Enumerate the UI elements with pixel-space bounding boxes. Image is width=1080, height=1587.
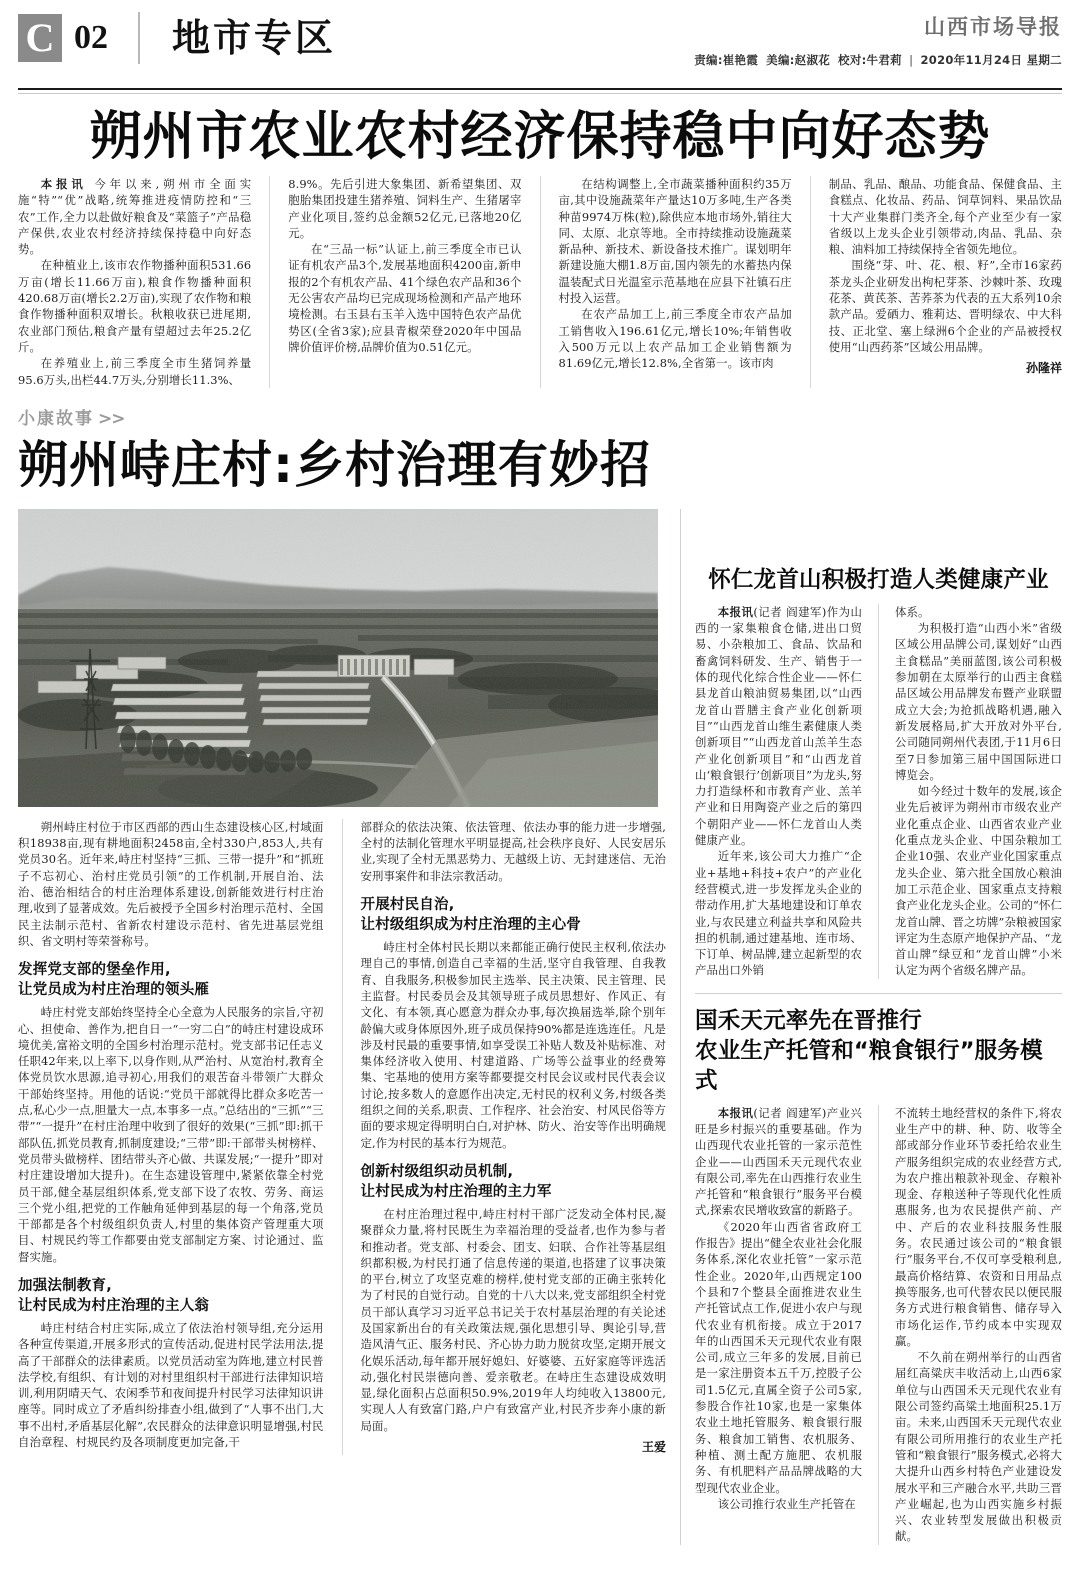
kicker-label: 小康故事 <box>18 408 94 429</box>
paragraph: 在农产品加工上,前三季度全市农产品加工销售收入196.61亿元,增长10%;年销售收入500万元以上农产品加工企业销售额为81.69亿元,增长12.8%,全省第一。该市肉 <box>558 307 792 371</box>
article2-columns <box>18 819 666 1455</box>
article3-headline: 怀仁龙首山积极打造人类健康产业 <box>708 566 1049 593</box>
section-name: 地市专区 <box>172 16 337 60</box>
subhead-line-2: 让村民成为村庄治理的主力军 <box>360 1183 552 1200</box>
article3-col-2 <box>878 604 1062 979</box>
subhead-line-1: 发挥党支部的堡垒作用, <box>18 962 171 979</box>
paragraph: 峙庄村党支部始终坚持全心全意为人民服务的宗旨,守初心、担使命、善作为,把自日一“一穷二白”的峙庄村建设成环境优美,富裕文明的全国乡村治理示范村。党支部书记任志义任职42年来,以上率下,以身作则,从严治村、从宽治村,教育全体党员饮水思源,追寻初心,用我们的艰苦奋斗带领广大群众干部始终坚持。用他的话说:“党员干部就得比群众多吃苦一点,私心少一点,胆量大一点,本事多一点。”总结出的“三抓”“三带”“一提升”在村庄治理中收到了很好的效果(“三抓”即:抓干部队伍,抓党员教育,抓制度建设;“三带”即:干部带头树榜样、党员带头做榜样、团结带头齐心做、共谋发展;“一提升”即对村庄建设增加大提升)。在生态建设管理中,紧紧依靠全村党员干部,健全基层组织体系,党支部下设了农牧、劳务、商运三个党小组,把党的工作触角延伸到基层的每一个角落,党员干部都是各个村级组织负责人,村里的集体资产管理重大项目、村规民约等工作都要由党支部制定方案、讨论通过、监督实施。 <box>18 1005 324 1264</box>
article2-col-2 <box>342 819 667 1455</box>
credits-line <box>694 52 1062 68</box>
paragraph: 体系。 <box>895 604 930 619</box>
paragraph: 为积极打造“山西小米”省级区域公用品牌公司,谋划好“山西主食糕品”美丽蓝图,该公司积极参加朝在太原举行的山西主食糕品区域公用品牌发布暨产业联盟成立大会;为抢抓战略机遇,融入新发展格局,扩大开放对外平台,公司随同朔州代表团,于11月6日至7日参加第三届中国国际进口博览会。 <box>895 621 1062 782</box>
paragraph: 该公司推行农业生产托管在 <box>717 1496 856 1511</box>
article2-subhead-2 <box>18 1276 324 1316</box>
article4-columns <box>695 1105 1062 1545</box>
subhead-line-2: 让村级组织成为村庄治理的主心骨 <box>360 917 581 934</box>
paragraph: 峙庄村全体村民长期以来都能正确行使民主权利,依法办理自己的事情,创造自己幸福的生活,坚守自我管理、自我教育、自我服务,积极参加民主选举、民主决策、民主管理、民主监督。村民委员会及其领导班子成员思想好、作风正、有文化、有本领,真心愿意为群众办事,每次换届选举,除个别年龄偏大或身体原因外,班子成员保持90%都是连选连任。凡是涉及村民最的重要事情,如享受误工补贴人数及补贴标准、对集体经济收入使用、村建道路、广场等公益事业的经费筹集、宅基地的使用方案等都要提交村民会议或村民代表会议讨论,按多数人的意愿作出决定,无村民的权利义务,村级各类组织之间的关系,职责、工作程序、社会治安、村风民俗等方面的要求规定得明明白白,对护林、防火、治安等作出明确规定,作为村民的基本行为规范。 <box>360 940 666 1150</box>
article2-col-1 <box>18 819 324 1455</box>
paragraph-text: (记者 阎建军)产业兴旺是乡村振兴的重要基础。作为山西现代农业托管的一家示范性企业——山西国禾天元现代农业有限公司,率先在山西推行农业生产托管和“粮食银行”服务平台模式,探索农民增收致富的新路子。 <box>695 1105 862 1218</box>
column-divider <box>680 509 681 1545</box>
lead-in-label: 本报讯 <box>717 604 754 619</box>
article1-byline: 孙隆祥 <box>1025 361 1062 376</box>
article4-headline-line-1: 国禾天元率先在晋推行 <box>695 1007 923 1034</box>
article2-subhead-3 <box>361 895 667 935</box>
subhead-line-1: 加强法制教育, <box>18 1277 112 1294</box>
paragraph: 如今经过十数年的发展,该企业先后被评为朔州市市级农业产业化重点企业、山西省农业产业化重点龙头企业、中国杂粮加工企业10强、农业产业化国家重点龙头企业、第六批全国放心粮油加工示范企业、国家重点支持粮食产业化龙头企业。公司的“怀仁龙首山牌、晋之坊牌”杂粮被国家评定为生态原产地保护产品、“龙首山牌”绿豆和“龙首山牌”小米认定为两个省级名牌产品。 <box>895 784 1062 978</box>
subhead-line-1: 创新村级组织动员机制, <box>360 1163 514 1180</box>
lead-in-label: 本报讯 <box>717 1105 754 1120</box>
masthead <box>18 0 1062 84</box>
village-aerial-photo-graphic <box>18 509 658 807</box>
article4-headline <box>695 1006 1062 1096</box>
paragraph: 峙庄村结合村庄实际,成立了依法治村领导组,充分运用各种宣传渠道,开展多形式的宣传活动,促进村民学法用法,提高了干部群众的法律素质。以党员活动室为阵地,建立村民普法学校,有组织、有计划的对村里组织村干部进行法律知识培训,利用阴晴天气、农闲季节和夜间提升村民学习法律知识讲座等。同时成立了矛盾纠纷排查小组,做到了“人事不出门,大事不出村,矛盾基层化解”,农民群众的法律意识明显增强,村民自治章程、村规民约及各项制度更加完备,干 <box>18 1320 324 1450</box>
article3-columns <box>695 604 1062 979</box>
paragraph: 在结构调整上,全市蔬菜播种面积约35万亩,其中设施蔬菜年产量达10万多吨,生产各类种苗9974万株(粒),除供应本地市场外,销往大同、太原、北京等地。全市持续推动设施蔬菜新品种、新技术、新设备技术推广。谋划明年新建设施大棚1.8万亩,国内领先的水蓄热内保温装配式日光温室示范基地在应县下社镇石庄村投入运营。 <box>558 177 792 306</box>
masthead-right <box>694 12 1062 68</box>
section-kicker <box>18 404 1062 429</box>
article3-col-1 <box>695 604 862 979</box>
paragraph <box>695 604 862 848</box>
paragraph: 部群众的依法决策、依法管理、依法办事的能力进一步增强,全村的法制化管理水平明显提高,社会秩序良好、人民安居乐业,实现了全村无黑恶势力、无越级上访、无封建迷信、无治安刑事案件和非法宗教活动。 <box>360 819 666 883</box>
paragraph: 《2020年山西省省政府工作报告》提出“健全农业社会化服务体系,深化农业托管”一家示范性企业。2020年,山西规定100个县和7个整县全面推进农业生产托管试点工作,促进小农户与现代农业有机衔接。成立于2017年的山西国禾天元现代农业有限公司,成立三年多的发展,目前已是一家注册资本五千万,控股子公司1.5亿元,直属全资子公司5家,参股合作社10家,也是一家集体农业土地托管服务、粮食银行服务、粮食加工销售、农机服务、种植、测土配方施肥、农机服务、有机肥料产品品牌战略的大型现代农业企业。 <box>695 1219 862 1495</box>
article-separator-rule <box>695 993 1062 994</box>
right-top-spacer <box>695 509 1062 565</box>
paragraph: 在种植业上,该市农作物播种面积531.66万亩(增长11.66万亩),粮食作物播种面积420.68万亩(增长2.2万亩),实现了农作物和粮食作物播种面积双增长。秋粮收获已进尾期,农业部门预估,粮食产量有望超过去年25.2亿斤。 <box>18 258 252 354</box>
lower-section <box>18 509 1062 1545</box>
paragraph: 围绕“芽、叶、花、根、籽”,全市16家药茶龙头企业研发出枸杞芽茶、沙棘叶茶、玫瑰花茶、黄芪茶、苦荞茶为代表的五大系列10余款产品。爱硒力、雅莉达、晋明绿农、中大科技、正北堂、塞上绿洲6个企业的产品被授权使用“山西药茶”区域公用品牌。 <box>828 258 1062 354</box>
credit-designer: 美编:赵淑花 <box>766 53 831 67</box>
article2-body <box>18 509 666 1545</box>
paragraph: 在养殖业上,前三季度全市生猪饲养量95.6万头,出栏44.7万头,分别增长11.3%、 <box>18 356 252 387</box>
right-column-section <box>695 509 1062 1545</box>
paragraph: 在村庄治理过程中,峙庄村村干部广泛发动全体村民,凝聚群众力量,将村民既生为幸福治理的受益者,也作为参与者和推动者。党支部、村委会、团支、妇联、合作社等基层组织都积极,为村民打通了信息传递的渠道,也搭建了议事决策的平台,树立了攻坚克难的榜样,使村党支部的正确主张转化为了村民的自觉行动。自党的十八大以来,党支部组织全村党员干部认真学习习近平总书记关于农村基层治理的有关论述及国家新出台的有关政策法规,强化思想引导、舆论引导,营造风清气正、服务村民、齐心协力助力脱贫攻坚,定期开展文化娱乐活动,每年都开展好媳妇、好婆婆、五好家庭等评选活动,强化村民崇德向善、爱亲敬老。在峙庄生态建设成效明显,绿化面积占总面积50.9%,2019年人均纯收入13800元,实现人人有致富门路,户户有致富产业,村民齐步奔小康的新局面。 <box>360 1206 666 1433</box>
paragraph-text: 今年以来,朔州市全面实施“特”“优”战略,统筹推进疫情防控和“三农”工作,全力以赴做好粮食及“菜篮子”产品稳产保供,农业农村经济持续保持稳中向好态势。 <box>18 177 252 257</box>
article2-subhead-1 <box>18 960 324 1000</box>
paragraph: 不久前在朔州举行的山西省届红高粱庆丰收活动上,山西6家单位与山西国禾天元现代农业有限公司签约高粱土地面积25.1万亩。未来,山西国禾天元现代农业有限公司所用推行的农业生产托管和“粮食银行”服务模式,必将大大提升山西乡村特色产业建设发展水平和三产融合水平,共助三晋产业崛起,也为山西实施乡村振兴、农业转型发展做出积极贡献。 <box>895 1350 1062 1544</box>
lead-in-label: 本报讯 <box>40 177 87 191</box>
issue-date: 2020年11月24日 星期二 <box>920 53 1062 67</box>
article2-photo <box>18 509 658 807</box>
subhead-line-1: 开展村民自治, <box>360 897 455 914</box>
paragraph: 制品、乳品、酿品、功能食品、保健食品、主食糕点、化妆品、药品、饲草饲料、果品饮品十大产业集群门类齐全,每个产业至少有一家省级以上龙头企业引领带动,肉品、乳品、杂粮、油料加工持续保持全省领先地位。 <box>828 177 1062 257</box>
masthead-rule-thick <box>18 88 1062 90</box>
section-letter-badge: C <box>18 14 62 62</box>
paragraph: 不流转土地经营权的条件下,将农业生产中的耕、种、防、收等全部或部分作业环节委托给农业生产服务组织完成的农业经营方式,为农户推出粮款补现金、存粮补现金、存粮送种子等现代化性质惠服务,也为农民提供产前、产中、产后的农业科技服务性服务。农民通过该公司的“粮食银行”服务平台,不仅可享受粮利息,最高价格结算、农资和日用品点换等服务,也可代替农民以便民服务方式进行粮食销售、储存导入市场化运作,节约成本中实现双赢。 <box>895 1105 1062 1348</box>
paragraph: 在“三品一标”认证上,前三季度全市已认证有机农产品3个,发展基地面积4200亩,新申报的2个有机农产品、41个绿色农产品和36个无公害农产品均已完成现场检测和产品产地环境检测。右玉县右玉羊入选中国特色农产品优势区(全省3家);应县青椒荣登2020年中国品牌价值评价榜,品牌价值为0.51亿元。 <box>288 242 522 354</box>
article2-byline: 王爱 <box>641 1440 666 1455</box>
subhead-line-2: 让村民成为村庄治理的主人翁 <box>18 1297 210 1314</box>
credit-editor: 责编:崔艳霞 <box>694 53 759 67</box>
article2-headline: 朔州峙庄村:乡村治理有妙招 <box>18 435 651 494</box>
paragraph: 朔州峙庄村位于市区西部的西山生态建设核心区,村域面积18938亩,现有耕地面积2458亩,全村330户,853人,共有党员30名。近年来,峙庄村坚持“三抓、三带一提升”和“抓班子不忘初心、治村庄党员引领”的工作机制,开展自治、法治、德治相结合的村庄治理体系建设,创新能效进行村庄治理,收到了显著成效。先后被授予全国乡村治理示范村、全国民主法制示范村、省新农村建设示范村、省先进基层党组织、省文明村等荣誉称号。 <box>18 819 324 948</box>
article1-col-4 <box>810 176 1062 388</box>
article4-col-1 <box>695 1105 862 1545</box>
paragraph-text: (记者 阎建军)作为山西的一家集粮食仓储,进出口贸易、小杂粮加工、食品、饮品和畜禽饲料研发、生产、销售于一体的现代化综合性企业——怀仁县龙首山粮油贸易集团,以“山西龙首山晋膳主食产业化创新项目”“山西龙首山维生素健康人类创新项目”“山西龙首山羔羊生态产业化创新项目”和“山西龙首山‘粮食银行’创新项目”为龙头,努力打造绿杯和市教育产业、羔羊产业和日用陶瓷产业之后的第四个朝阳产业——怀仁龙首山人类健康产业。 <box>695 604 862 848</box>
paragraph <box>695 1105 862 1219</box>
article4-headline-line-2: 农业生产托管和“粮食银行”服务模式 <box>695 1037 1043 1094</box>
credit-proofreader: 校对:牛君莉 <box>838 53 902 67</box>
article4-col-2 <box>878 1105 1062 1545</box>
paragraph <box>18 176 251 257</box>
article2-subhead-4 <box>361 1162 667 1202</box>
masthead-left <box>18 12 336 64</box>
credit-separator: | <box>908 53 914 67</box>
masthead-divider <box>138 12 140 64</box>
article1-headline: 朔州市农业农村经济保持稳中向好态势 <box>89 107 991 167</box>
article1-col-1 <box>18 176 251 388</box>
article1-col-3 <box>540 176 792 388</box>
paragraph: 近年来,该公司大力推广“企业+基地+科技+农户”的产业化经营模式,进一步发挥龙头企业的带动作用,扩大基地建设和订单农业,与农民建立利益共享和风险共担的机制,通过建基地、连市场、下订单、树品牌,建立起新型的农产品出口外销 <box>695 849 862 978</box>
paper-title: 山西市场导报 <box>924 15 1062 39</box>
article1-columns <box>18 176 1062 388</box>
section-number: 02 <box>74 19 108 56</box>
article1-col-2 <box>269 176 521 388</box>
kicker-arrows-icon: >> <box>98 408 125 429</box>
masthead-rule-thin <box>18 93 1062 94</box>
subhead-line-2: 让党员成为村庄治理的领头雁 <box>18 982 210 999</box>
paragraph: 8.9%。先后引进大象集团、新希望集团、双胞胎集团投建生猪养殖、饲料生产、生猪屠宰产业化项目,签约总金额52亿元,已落地20亿元。 <box>288 177 522 240</box>
